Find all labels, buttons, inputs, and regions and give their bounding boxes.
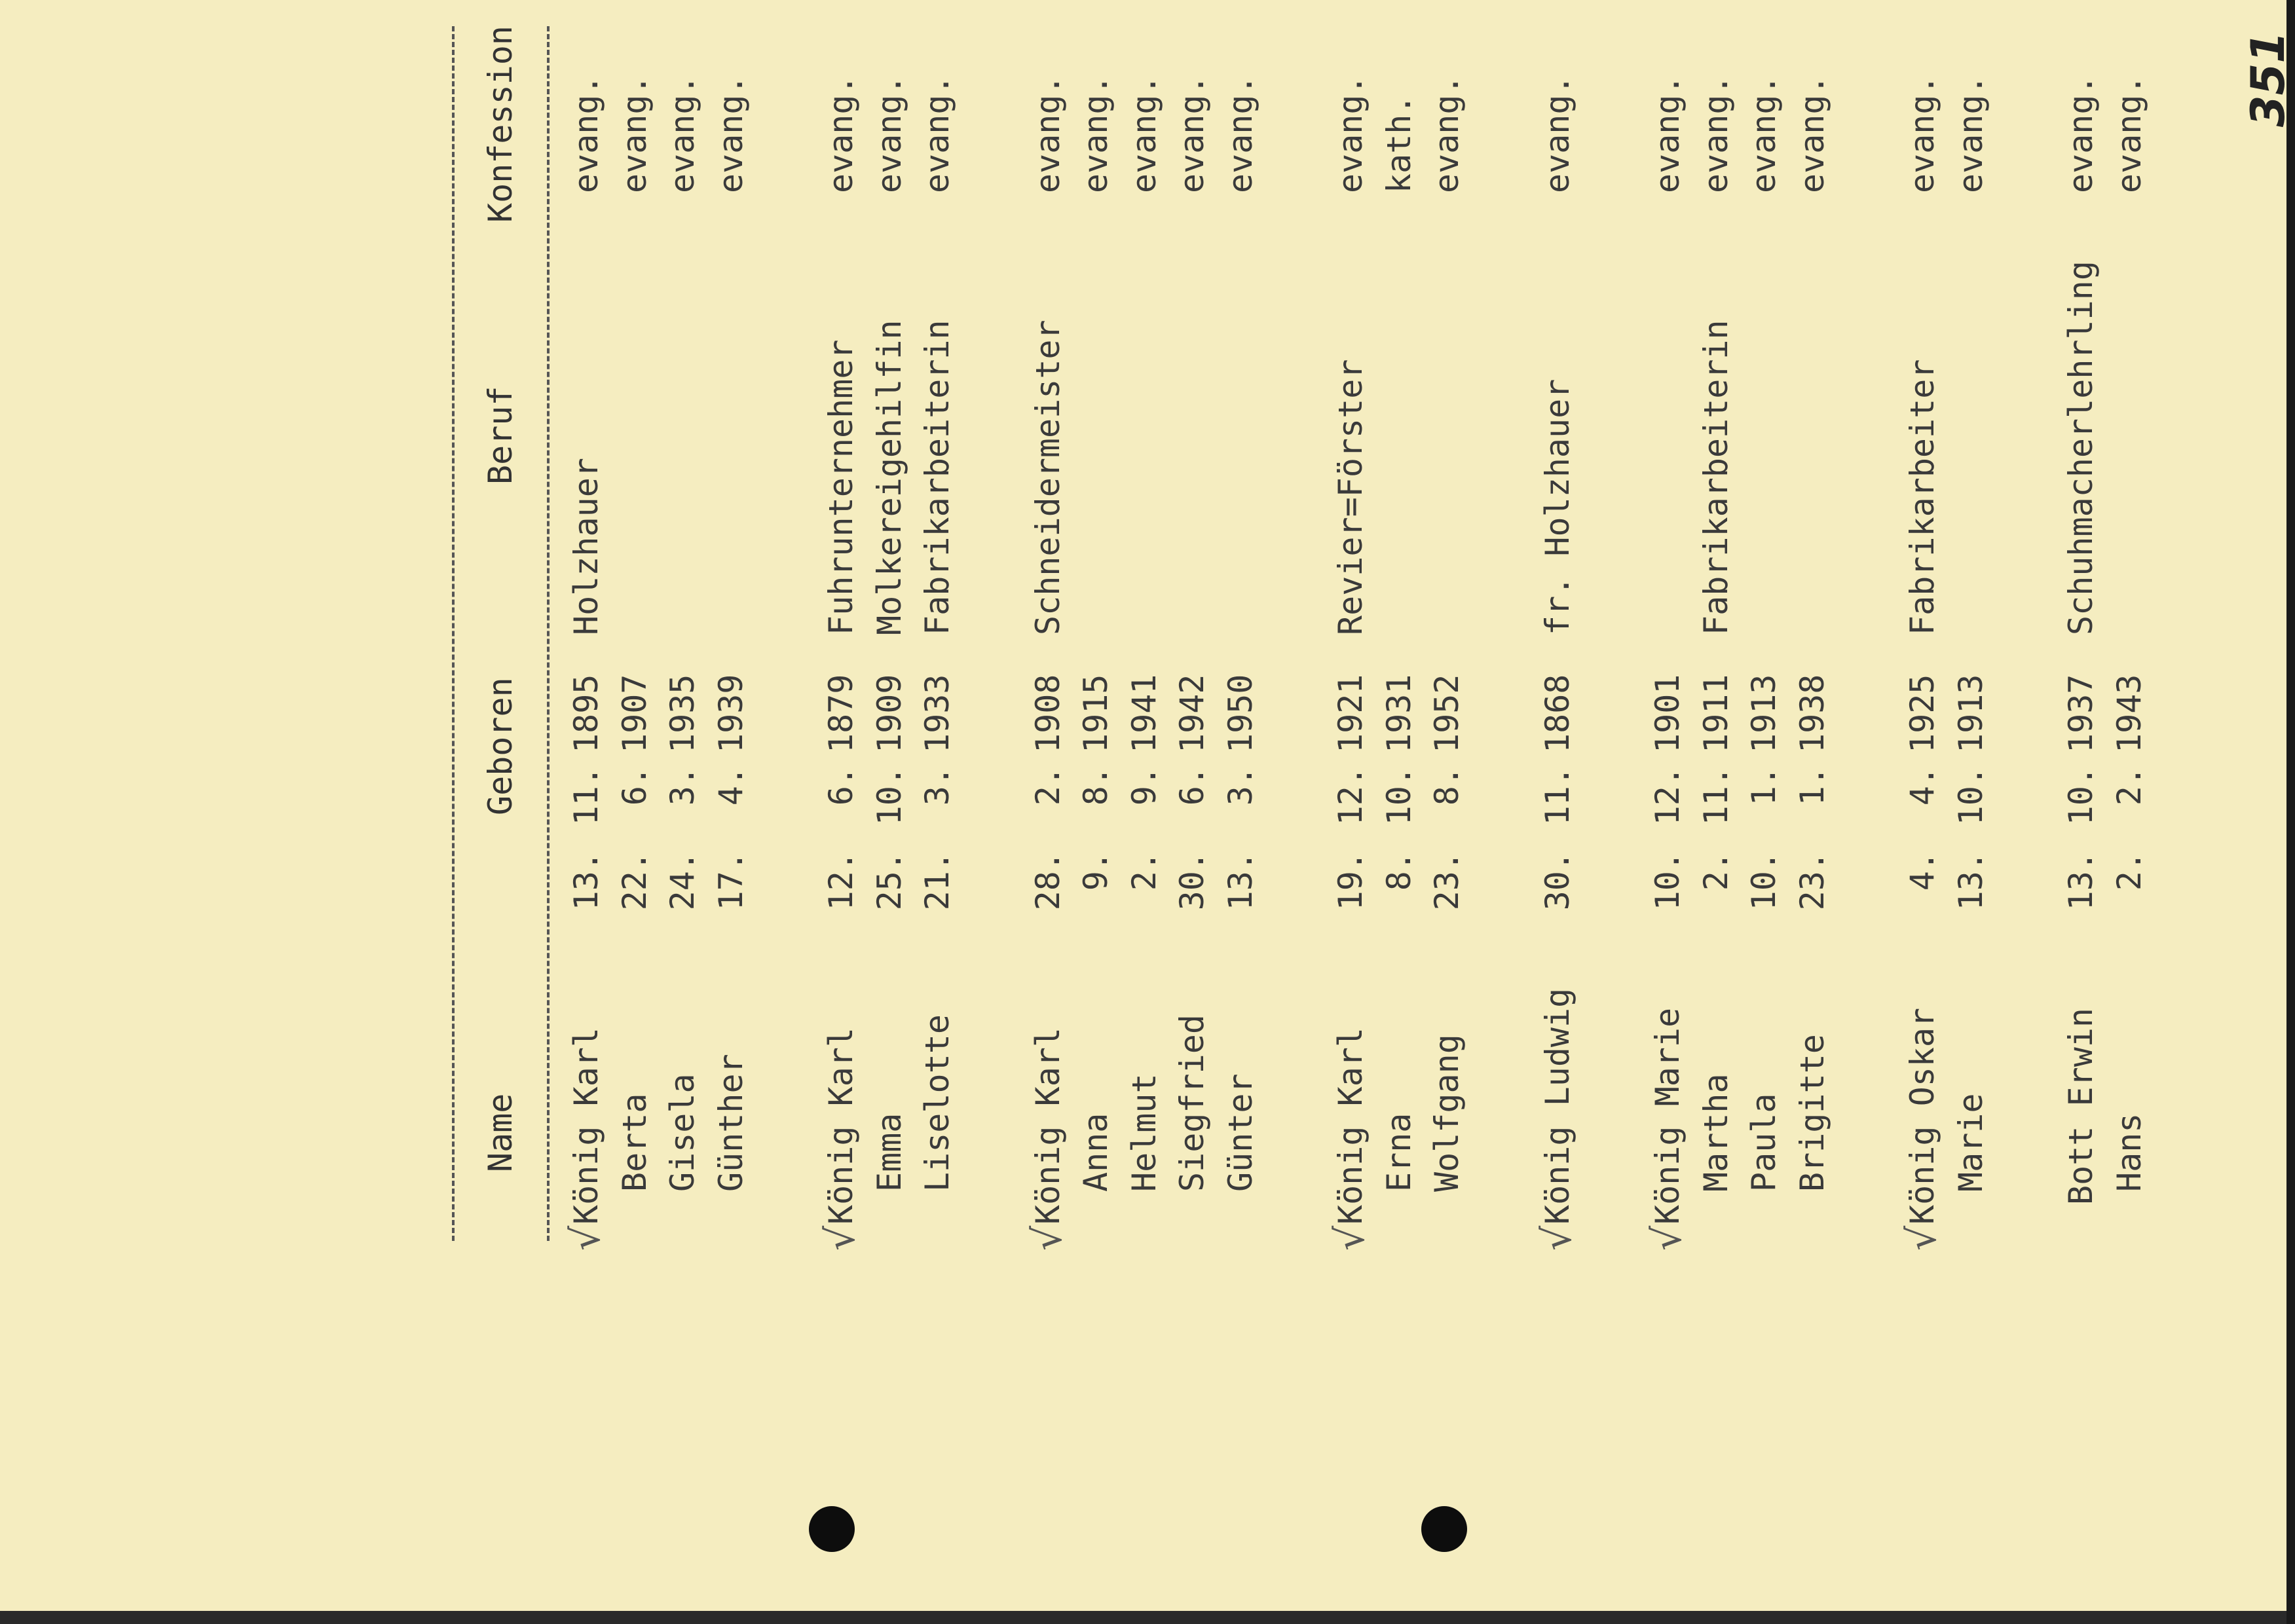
row-birth-month: 3. bbox=[663, 766, 701, 806]
row-birth-day: 25. bbox=[870, 851, 908, 911]
header-top-rule bbox=[452, 26, 455, 1241]
row-name: Paula bbox=[1745, 1093, 1783, 1192]
row-birth-month: 12. bbox=[1649, 766, 1687, 826]
row-birth-month: 10. bbox=[1951, 766, 1990, 826]
page-bottom-edge bbox=[0, 1611, 2286, 1624]
row-birth-year: 1939 bbox=[711, 674, 750, 753]
row-birth-day: 13. bbox=[1221, 851, 1259, 911]
row-name: Martha bbox=[1696, 1073, 1735, 1192]
row-occupation: Revier=Förster bbox=[1332, 359, 1370, 635]
row-denomination: evang. bbox=[1649, 75, 1687, 193]
row-name: Erna bbox=[1379, 1113, 1418, 1192]
row-birth-year: 1913 bbox=[1951, 674, 1990, 753]
row-name: Bott Erwin bbox=[2062, 1007, 2100, 1205]
row-birth-day: 10. bbox=[1649, 851, 1687, 911]
row-birth-year: 1868 bbox=[1538, 674, 1577, 753]
row-birth-day: 17. bbox=[711, 851, 750, 911]
row-denomination: evang. bbox=[1951, 75, 1990, 193]
checkmark-icon: √ bbox=[1024, 1225, 1071, 1251]
row-birth-year: 1937 bbox=[2062, 674, 2100, 753]
row-name: König Oskar bbox=[1903, 1007, 1941, 1225]
row-denomination: evang. bbox=[1903, 75, 1941, 193]
row-birth-day: 4. bbox=[1903, 851, 1941, 891]
row-occupation: fr. Holzhauer bbox=[1538, 378, 1577, 635]
page-number: 351 bbox=[2241, 31, 2295, 128]
row-birth-year: 1907 bbox=[615, 674, 654, 753]
row-birth-month: 6. bbox=[1173, 766, 1211, 806]
row-denomination: evang. bbox=[1745, 75, 1783, 193]
row-birth-day: 24. bbox=[663, 851, 701, 911]
row-denomination: evang. bbox=[1028, 75, 1067, 193]
row-birth-year: 1942 bbox=[1173, 674, 1211, 753]
row-birth-month: 6. bbox=[615, 766, 654, 806]
header-geboren: Geboren bbox=[481, 677, 519, 815]
row-birth-year: 1941 bbox=[1125, 674, 1163, 753]
row-name: Günther bbox=[711, 1054, 750, 1192]
row-occupation: Fuhrunternehmer bbox=[822, 339, 860, 635]
row-denomination: evang. bbox=[1332, 75, 1370, 193]
row-birth-month: 3. bbox=[1221, 766, 1259, 806]
row-denomination: evang. bbox=[567, 75, 605, 193]
row-birth-month: 11. bbox=[567, 766, 605, 826]
row-denomination: evang. bbox=[918, 75, 956, 193]
row-birth-day: 13. bbox=[567, 851, 605, 911]
row-name: König Karl bbox=[567, 1027, 605, 1225]
row-birth-year: 1952 bbox=[1428, 674, 1466, 753]
row-birth-day: 10. bbox=[1745, 851, 1783, 911]
row-birth-year: 1879 bbox=[822, 674, 860, 753]
row-birth-month: 8. bbox=[1077, 766, 1115, 806]
row-denomination: evang. bbox=[663, 75, 701, 193]
row-birth-month: 10. bbox=[1379, 766, 1418, 826]
row-birth-day: 9. bbox=[1077, 851, 1115, 891]
row-birth-day: 30. bbox=[1538, 851, 1577, 911]
row-birth-year: 1895 bbox=[567, 674, 605, 753]
row-birth-year: 1950 bbox=[1221, 674, 1259, 753]
row-name: Liselotte bbox=[918, 1014, 956, 1192]
row-name: König Marie bbox=[1649, 1007, 1687, 1225]
row-birth-day: 21. bbox=[918, 851, 956, 911]
row-name: Günter bbox=[1221, 1073, 1259, 1192]
row-birth-year: 1943 bbox=[2110, 674, 2148, 753]
header-konfession: Konfession bbox=[481, 25, 519, 223]
row-birth-year: 1921 bbox=[1332, 674, 1370, 753]
row-birth-year: 1938 bbox=[1793, 674, 1831, 753]
row-birth-month: 1. bbox=[1745, 766, 1783, 806]
checkmark-icon: √ bbox=[818, 1225, 864, 1251]
row-denomination: evang. bbox=[1077, 75, 1115, 193]
header-bottom-rule bbox=[547, 26, 550, 1241]
row-name: Helmut bbox=[1125, 1073, 1163, 1192]
row-birth-year: 1913 bbox=[1745, 674, 1783, 753]
checkmark-icon: √ bbox=[1899, 1225, 1945, 1251]
checkmark-icon: √ bbox=[1328, 1225, 1373, 1251]
checkmark-icon: √ bbox=[563, 1225, 609, 1251]
row-occupation: Fabrikarbeiterin bbox=[1696, 320, 1735, 635]
row-birth-day: 13. bbox=[2062, 851, 2100, 911]
row-birth-year: 1915 bbox=[1077, 674, 1115, 753]
row-birth-month: 8. bbox=[1428, 766, 1466, 806]
row-birth-day: 30. bbox=[1173, 851, 1211, 911]
row-denomination: evang. bbox=[1173, 75, 1211, 193]
header-beruf: Beruf bbox=[481, 386, 519, 485]
row-birth-year: 1911 bbox=[1696, 674, 1735, 753]
row-birth-year: 1908 bbox=[1028, 674, 1067, 753]
row-name: Hans bbox=[2110, 1113, 2148, 1192]
row-occupation: Molkereigehilfin bbox=[870, 320, 908, 635]
row-birth-month: 4. bbox=[1903, 766, 1941, 806]
punch-hole-right bbox=[1421, 1506, 1467, 1552]
row-birth-day: 8. bbox=[1379, 851, 1418, 891]
row-name: Marie bbox=[1951, 1093, 1990, 1192]
row-birth-month: 9. bbox=[1125, 766, 1163, 806]
row-denomination: evang. bbox=[1125, 75, 1163, 193]
row-birth-month: 10. bbox=[2062, 766, 2100, 826]
row-denomination: evang. bbox=[1428, 75, 1466, 193]
row-birth-month: 6. bbox=[822, 766, 860, 806]
row-denomination: evang. bbox=[711, 75, 750, 193]
row-birth-year: 1909 bbox=[870, 674, 908, 753]
row-birth-day: 23. bbox=[1428, 851, 1466, 911]
row-birth-day: 2. bbox=[1125, 851, 1163, 891]
row-birth-day: 23. bbox=[1793, 851, 1831, 911]
row-birth-month: 2. bbox=[1028, 766, 1067, 806]
row-birth-year: 1935 bbox=[663, 674, 701, 753]
punch-hole-left bbox=[809, 1506, 855, 1552]
row-birth-year: 1925 bbox=[1903, 674, 1941, 753]
row-name: König Karl bbox=[1028, 1027, 1067, 1225]
row-occupation: Holzhauer bbox=[567, 458, 605, 635]
row-birth-month: 4. bbox=[711, 766, 750, 806]
row-birth-day: 13. bbox=[1951, 851, 1990, 911]
row-name: Gisela bbox=[663, 1073, 701, 1192]
row-birth-year: 1931 bbox=[1379, 674, 1418, 753]
row-denomination: kath. bbox=[1379, 94, 1418, 193]
row-denomination: evang. bbox=[822, 75, 860, 193]
row-denomination: evang. bbox=[1538, 75, 1577, 193]
row-birth-day: 19. bbox=[1332, 851, 1370, 911]
row-denomination: evang. bbox=[2110, 75, 2148, 193]
row-birth-month: 12. bbox=[1332, 766, 1370, 826]
row-occupation: Fabrikarbeiter bbox=[1903, 359, 1941, 635]
row-occupation: Fabrikarbeiterin bbox=[918, 320, 956, 635]
row-birth-month: 2. bbox=[2110, 766, 2148, 806]
row-occupation: Schneidermeister bbox=[1028, 320, 1067, 635]
checkmark-icon: √ bbox=[1534, 1225, 1580, 1251]
row-name: Brigitte bbox=[1793, 1034, 1831, 1192]
row-name: Berta bbox=[615, 1093, 654, 1192]
row-birth-year: 1901 bbox=[1649, 674, 1687, 753]
row-name: Emma bbox=[870, 1113, 908, 1192]
row-birth-month: 3. bbox=[918, 766, 956, 806]
row-name: König Ludwig bbox=[1538, 987, 1577, 1225]
checkmark-icon: √ bbox=[1645, 1225, 1690, 1251]
row-birth-day: 28. bbox=[1028, 851, 1067, 911]
row-birth-day: 22. bbox=[615, 851, 654, 911]
row-denomination: evang. bbox=[2062, 75, 2100, 193]
row-birth-year: 1933 bbox=[918, 674, 956, 753]
row-name: König Karl bbox=[1332, 1027, 1370, 1225]
row-birth-day: 2. bbox=[1696, 851, 1735, 891]
row-birth-month: 11. bbox=[1538, 766, 1577, 826]
row-denomination: evang. bbox=[1793, 75, 1831, 193]
row-name: Wolfgang bbox=[1428, 1034, 1466, 1192]
row-denomination: evang. bbox=[1221, 75, 1259, 193]
row-birth-month: 11. bbox=[1696, 766, 1735, 826]
row-birth-month: 1. bbox=[1793, 766, 1831, 806]
header-name: Name bbox=[481, 1093, 519, 1172]
row-denomination: evang. bbox=[870, 75, 908, 193]
row-denomination: evang. bbox=[615, 75, 654, 193]
row-name: Siegfried bbox=[1173, 1014, 1211, 1192]
row-birth-month: 10. bbox=[870, 766, 908, 826]
row-birth-day: 12. bbox=[822, 851, 860, 911]
row-name: König Karl bbox=[822, 1027, 860, 1225]
row-occupation: Schuhmacherlehrling bbox=[2062, 261, 2100, 635]
row-name: Anna bbox=[1077, 1113, 1115, 1192]
row-birth-day: 2. bbox=[2110, 851, 2148, 891]
row-denomination: evang. bbox=[1696, 75, 1735, 193]
